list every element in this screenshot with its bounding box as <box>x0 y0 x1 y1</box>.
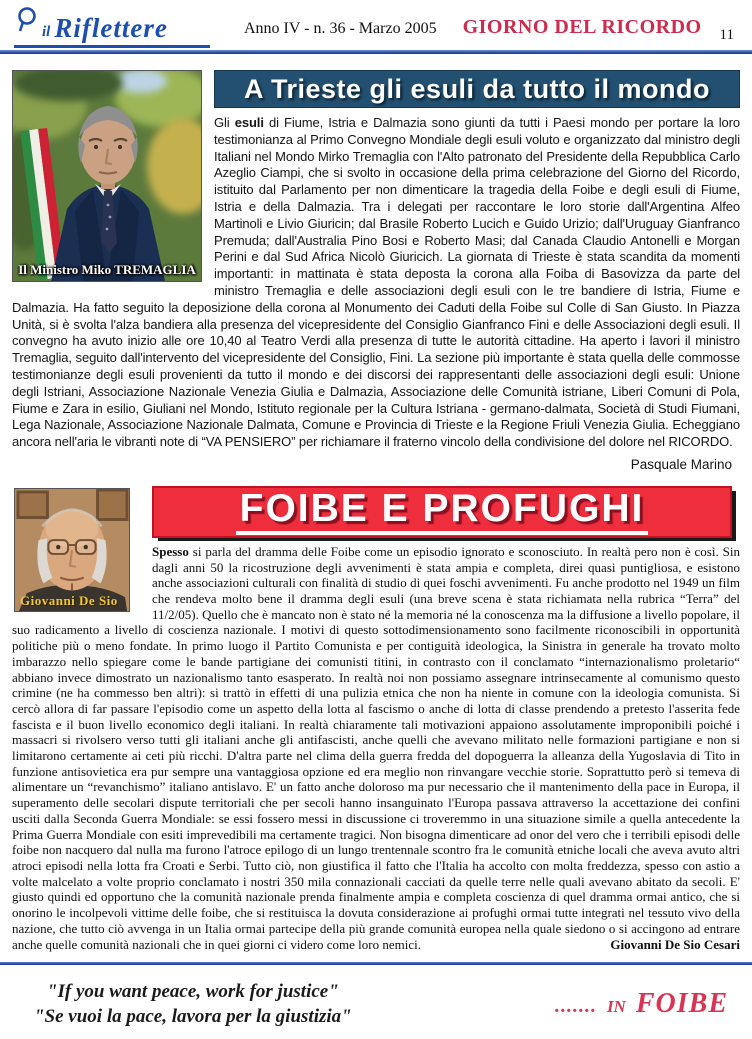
in-foibe-label <box>555 988 728 1020</box>
desio-photo <box>14 488 130 612</box>
quote-italian: "Se vuoi la pace, lavora per la giustizia" <box>34 1006 352 1028</box>
logo-prefix: il <box>42 24 51 40</box>
body-text: importanti: in mattinata è stata deposta la corona alla Foiba di Basovizza da parte del ministro Tremaglia e delle associazioni degli esuli con le tre bandiere di Istria, Fiume e Dalmazia. Ha fatto seguito la deposizione della corona al Monumento dei Caduti della Foibe sul Colle di San Giusto. In Piazza Unità, si è svolta l'alza bandiera alla presenza del vicepresidente del Consiglio Gianfranco Fini e delle Associazioni degli esuli. Il convegno ha avuto inizio alle ore 10,40 al Teatro Verdi alla presenza di tutte le autorità cittadine. Ha aperto i lavori il ministro Tremaglia, seguito dall'intervento del vicepresidente del Consiglio, Fini. La sezione più importante è stata quella delle commosse testimonianze degli esuli provenienti da tutto il mondo e dei discorsi dei rappresentanti delle associazioni degli esuli: Unione degli Istriani, Associazione Nazionale Venezia Giulia e Dalmazia, Associazione delle Comunità istriane, Liberi Comuni di Pola, Fiume e Zara in esilio, Giuliani nel Mondo, Istituto regionale per la Cultura Istriana - germano-dalmata, Società di Studi Fiumani, Lega Nazionale, Associazione Nazionale Dalmata, Comune e Provincia di Trieste e la Regione Friuli Venezia Giulia. Echeggiano ancora nell'aria le vibranti note di “VA PENSIERO” per richiamare il fraterno vincolo della condivisione del dolore nel RICORDO. <box>12 266 740 450</box>
tremaglia-photo <box>12 70 202 282</box>
leader-dots: ....... <box>554 995 597 1018</box>
page-number: 11 <box>719 27 734 43</box>
article-foibe-signature: Giovanni De Sio Cesari <box>610 936 740 952</box>
article-trieste-signature: Pasquale Marino <box>630 456 732 472</box>
body-text: di Fiume, Istria e Dalmazia sono giunti da tutti i Paesi mondo per portare la loro testimonianza al Primo Convegno Mondiale degli esuli voluto e organizzato dal ministro degli Italiani nel Mondo Mirko Tremaglia con l'Alto patronato del Presidente della Repubblica Carlo Azeglio Ciampi, che si svolto in occasione della prima celebrazione del Giorno del Ricordo, istituito dal Parlamento per non dimenticare la tragedia della Foibe e degli esuli di Fiume, Istria e della Dalmazia. Tra i delegati per raccontare le loro storie dall'Argentina Alfeo Martinoli e Livio Giuricin; dal Brasile Roberto Lucich e Guido Urizio; dall'Uruguay Gianfranco Premuda; dall'Australia Pino Bosi e Roberto Masi; dal Canada Claudio Antonelli e Morgan Perini e dal Sud Africa Nicolò Giuricich. La giornata di Trieste è stata scandita da momenti <box>214 115 740 265</box>
section-title: GIORNO DEL RICORDO <box>462 16 702 38</box>
lead-word: Spesso <box>152 543 189 559</box>
lead-word: esuli <box>234 115 264 130</box>
photo-caption: Giovanni De Sio <box>20 592 118 608</box>
body-text: 11/2/05). Quello che è mancato non è stato né la memoria né la conoscenza ma la diffusione a livello popolare, il suo radicamento a livello di coscienza nazionale. I motivi di questo sottodimensionamento sono facilmente riconoscibili in opportunità politiche più o meno fondate. In primo luogo il Partito Comunista e per contiguità ideologica, la Sinistra in generale ha trovato molto imbarazzo nello spiegare come le bande partigiane dei comunisti titini, in contrasto con il conclamato “internazionalismo proletario“ abbiano invece dimostrato un nazionalismo tanto esasperato. In realtà noi non possiamo assegnare intrinsecamente al comunismo questo crimine (ne ha commesso ben altri): si trattò in effetti di una pulizia etnica che non ha niente in comune con la ideologia comunista. Si cercò allora di far passare l'episodio come un aspetto della lotta al fascismo o anche di lotta di classe prendendo a pretesto l'asserita fede fascista e il buon livello economico degli italiani. In realtà chiaramente tali motivazioni appaiono assolutamente improponibili poiché i massacri si rivolsero verso tutti gli italiani anche gli antifascisti, anche quelli che avevano militato nelle formazioni partigiane e non si limitarono certamente ai ceti più ricchi. D'altra parte nel clima della guerra fredda del dopoguerra la alleanza della Yugoslavia di Tito in funzione antisovietica era pur sempre una vantaggiosa opzione ed era meglio non rinvangare vecchie storie. Soprattutto però si temeva di alimentare un “revanchismo” italiano antislavo. E' un fatto anche doloroso ma pur necessario che il mantenimento della pace in Europa, il superamento delle secolari dispute territoriali che per secoli hanno insanguinato l'Europa passava attraverso la accettazione dei confini usciti dalla Seconda Guerra Mondiale: se essi fossero messi in discussione ci troveremmo in una situazione simile a quella antecedente la Prima Guerra Mondiale con esiti imprevedibili ma certamente tragici. Non bisogna dimenticare ad onor del vero che i terribili episodi delle foibe non nacquero dal nulla ma furono l'atroce epilogo di un lungo trentennale scontro fra le comunità etniche locali che aveva avuto altri atroci episodi nella lotta fra Croati e Serbi. Tutto ciò, non giustifica il fatto che l'Italia ha accolto con molta freddezza, spesso con astio a volte malcelato a volte proprio conclamato i nostri 350 mila connazionali cacciati da quelle terre nelle quali avevano abitato da secoli. E' giusto quindi ed opportuno che la comunità nazionale prenda finalmente ampia e completa coscienza di quel dramma ormai antico, che si onorino le incolpevoli vittime delle foibe, che si restituisca la dovuta considerazione ai profughi ormai tutte integrati nel tessuto vivo della nazione, che tutto ciò avvenga in un Italia ormai partecipe della più grande comunità europea nella quale siedono o si accingono ad entrare anche quelle comunità nazionali che in quei giorni ci videro come loro nemici. <box>12 606 740 952</box>
article-trieste-title: A Trieste gli esuli da tutto il mondo <box>243 74 711 104</box>
article-trieste <box>0 54 752 472</box>
article-trieste-title-banner <box>214 70 740 108</box>
issue-line: Anno IV - n. 36 - Marzo 2005 <box>244 20 437 37</box>
tremaglia-photo-illustration <box>13 71 201 281</box>
article-foibe <box>0 472 752 952</box>
photo-caption: Il Ministro Miko TREMAGLIA <box>18 262 196 277</box>
masthead-logo <box>14 7 210 48</box>
page-footer <box>0 962 752 1029</box>
body-text: Gli <box>214 115 235 130</box>
logo-name: Riflettere <box>54 13 168 43</box>
article-foibe-title-banner <box>152 486 732 538</box>
lamp-icon <box>16 7 38 42</box>
in-foibe-small: IN <box>606 997 626 1017</box>
in-foibe-word: FOIBE <box>635 988 728 1020</box>
peace-quotes <box>34 979 352 1029</box>
body-text: si parla del dramma delle Foibe come un episodio ignorato e sconosciuto. In realtà pero non è così. Sin dagli anni 50 la ricostruzione degli avvenimenti è stata ampia e completa, direi quasi puntigliosa, e esistono anche associazioni culturali con finalità di studio di quei foschi avvenimenti. Fu anche prodotto nel 1949 un film che rendeva molto bene il dramma degli esuli (una breve scena è stata richiamata nella rubrica “Terra” del <box>152 543 740 607</box>
page-header <box>0 0 752 48</box>
article-foibe-title: FOIBE E PROFUGHI <box>236 488 649 535</box>
quote-english: "If you want peace, work for justice" <box>46 981 339 1003</box>
